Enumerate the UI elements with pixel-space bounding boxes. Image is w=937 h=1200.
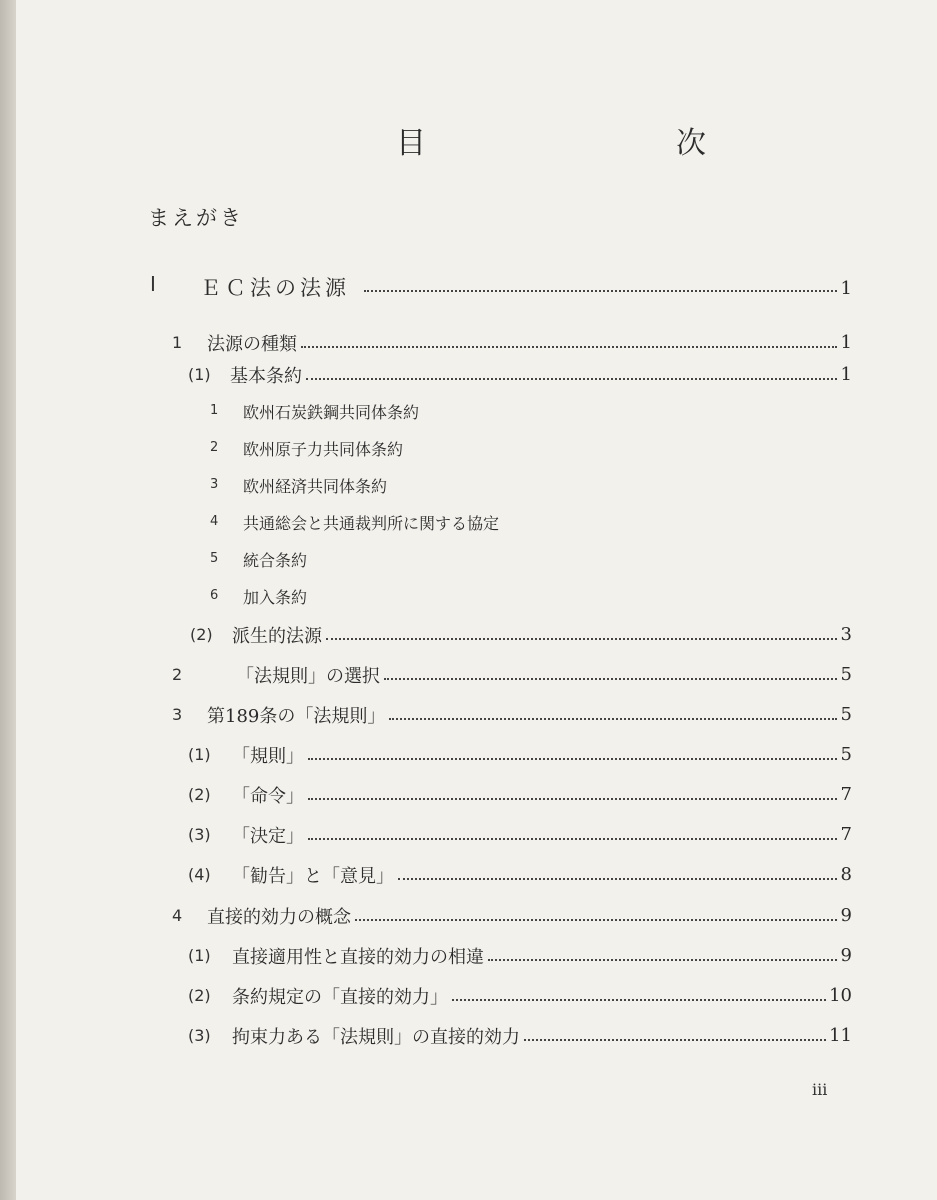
toc-page-number: 7	[840, 824, 852, 845]
toc-entry-label: ＥＣ法の法源	[200, 276, 350, 300]
toc-entry[interactable]	[0, 702, 937, 732]
toc-entry-label: 直接的効力の概念	[207, 907, 351, 928]
toc-entry[interactable]	[0, 662, 937, 692]
leader-dots	[308, 758, 837, 760]
toc-entry-label: 欧州石炭鉄鋼共同体条約	[243, 403, 420, 422]
preface-entry	[0, 202, 937, 232]
leader-dots	[452, 999, 826, 1001]
toc-entry-number: 1	[210, 403, 219, 418]
toc-entry-label: 派生的法源	[232, 626, 322, 647]
leader-dots	[306, 378, 837, 380]
toc-entry[interactable]	[0, 437, 937, 467]
toc-entry-label: 第189条の「法規則」	[207, 706, 386, 727]
toc-entry[interactable]	[0, 548, 937, 578]
toc-entry[interactable]	[0, 622, 937, 652]
toc-entry-label: 基本条約	[230, 366, 302, 387]
toc-entry-number: (3)	[188, 825, 211, 844]
toc-entry[interactable]	[0, 782, 937, 812]
leader-dots	[524, 1039, 826, 1041]
toc-page-number: 3	[840, 624, 852, 645]
toc-entry-number: 4	[210, 514, 219, 529]
preface-label: まえがき	[148, 206, 244, 230]
toc-entry-number: 5	[210, 551, 219, 566]
toc-entry-number: 6	[210, 588, 219, 603]
toc-entry[interactable]	[0, 272, 937, 302]
toc-entry-number: (2)	[188, 785, 211, 804]
toc-page-number: 9	[840, 945, 852, 966]
leader-dots	[488, 959, 837, 961]
toc-entry-number: 4	[172, 906, 183, 925]
leader-dots	[364, 290, 837, 292]
page-title: 目 次	[396, 126, 816, 161]
toc-entry-label: 条約規定の「直接的効力」	[232, 987, 448, 1008]
toc-entry-number: (2)	[190, 625, 213, 644]
toc-entry-label: 「法規則」の選択	[236, 666, 380, 687]
toc-entry-label: 共通総会と共通裁判所に関する協定	[243, 514, 500, 533]
toc-entry[interactable]	[0, 1023, 937, 1053]
toc-entry-label: 直接適用性と直接的効力の相違	[232, 947, 484, 968]
toc-page-number: 9	[840, 905, 852, 926]
toc-entry-number: (1)	[188, 745, 211, 764]
toc-page-number: 7	[840, 784, 852, 805]
toc-page-number: 1	[840, 278, 852, 299]
toc-entry-label: 欧州原子力共同体条約	[243, 440, 404, 459]
toc-entry[interactable]	[0, 862, 937, 892]
toc-entry-number: (1)	[188, 946, 211, 965]
toc-page-number: 8	[840, 864, 852, 885]
toc-page-number: 5	[840, 664, 852, 685]
toc-entry[interactable]	[0, 742, 937, 772]
toc-entry-label: 欧州経済共同体条約	[243, 477, 388, 496]
toc-entry-label: 法源の種類	[207, 334, 297, 355]
leader-dots	[301, 346, 837, 348]
toc-entry[interactable]	[0, 474, 937, 504]
toc-entry[interactable]	[0, 943, 937, 973]
toc-entry-number: (2)	[188, 986, 211, 1005]
toc-page-number: 5	[840, 744, 852, 765]
leader-dots	[355, 919, 837, 921]
toc-entry-number: (1)	[188, 365, 211, 384]
toc-entry-label: 拘束力ある「法規則」の直接的効力	[232, 1027, 520, 1048]
toc-page-number: 5	[840, 704, 852, 725]
toc-entry[interactable]	[0, 400, 937, 430]
toc-entry-number: 3	[210, 477, 219, 492]
toc-entry[interactable]	[0, 330, 937, 360]
leader-dots	[326, 638, 837, 640]
page-folio: iii	[812, 1080, 828, 1099]
toc-entry-number: 2	[210, 440, 219, 455]
toc-entry-number: (4)	[188, 865, 211, 884]
toc-entry[interactable]	[0, 983, 937, 1013]
leader-dots	[398, 878, 837, 880]
toc-page-number: 1	[840, 364, 852, 385]
toc-entry[interactable]	[0, 511, 937, 541]
toc-entry-label: 統合条約	[243, 551, 308, 570]
toc-entry[interactable]	[0, 585, 937, 615]
toc-page-number: 10	[829, 985, 852, 1006]
leader-dots	[384, 678, 837, 680]
toc-entry-label: 「決定」	[232, 826, 304, 847]
toc-entry[interactable]	[0, 362, 937, 392]
toc-entry-label: 加入条約	[243, 588, 308, 607]
toc-entry-label: 「勧告」と「意見」	[232, 866, 394, 887]
toc-entry-number: 1	[172, 333, 183, 352]
leader-dots	[308, 838, 837, 840]
toc-entry-label: 「規則」	[232, 746, 304, 767]
toc-entry-number: I	[150, 272, 156, 296]
toc-entry-label: 「命令」	[232, 786, 304, 807]
toc-entry-number: 3	[172, 705, 183, 724]
toc-entry[interactable]	[0, 903, 937, 933]
toc-entry-number: 2	[172, 665, 183, 684]
toc-page-number: 11	[829, 1025, 852, 1046]
toc-entry-number: (3)	[188, 1026, 211, 1045]
toc-entry[interactable]	[0, 822, 937, 852]
toc-page-number: 1	[840, 332, 852, 353]
leader-dots	[308, 798, 837, 800]
leader-dots	[389, 718, 837, 720]
